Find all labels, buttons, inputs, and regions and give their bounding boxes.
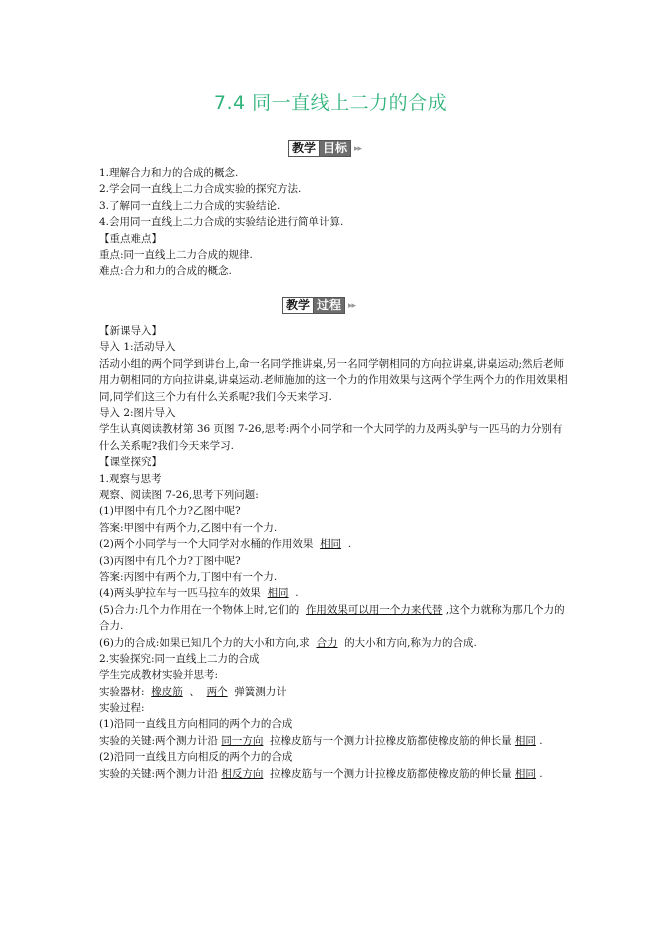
paragraph: 观察、阅读图 7-26,思考下列问题:	[99, 488, 259, 501]
key-points-header: 【重点难点】	[99, 232, 162, 245]
badge-part-b: 过程	[314, 297, 345, 314]
subheading: (1)沿同一直线且方向相同的两个力的合成	[99, 718, 293, 731]
paragraph: 实验过程:	[99, 702, 145, 715]
definition: (5)合力:几个力作用在一个物体上时,它们的 作用效果可以用一个力来代替 ,这个力就称为那几个力的合力.	[99, 603, 565, 633]
section-header: 【课堂探究】	[99, 456, 162, 469]
badge-part-a: 教学	[288, 140, 320, 157]
teaching-goals-badge	[288, 140, 361, 157]
fill-blank: 橡皮筋	[151, 685, 183, 698]
subheading: 导入 2:图片导入	[99, 407, 176, 419]
paragraph: 学生完成教材实验并思考:	[99, 669, 219, 682]
subheading: 导入 1:活动导入	[99, 341, 176, 354]
process-section	[99, 323, 569, 782]
goal-item: 3.了解同一直线上二力合成的实验结论.	[99, 199, 281, 212]
page-title: 7.4 同一直线上二力的合成	[213, 92, 448, 114]
answer: 答案:丙图中有两个力,丁图中有一个力.	[99, 570, 278, 583]
subheading: (2)沿同一直线且方向相反的两个力的合成	[99, 751, 293, 764]
paragraph: 学生认真阅读教材第 36 页图 7-26,思考:两个小同学和一个大同学的力及两头驴与一匹马的力分别有什么关系呢?我们今天来学习.	[99, 423, 563, 452]
fill-blank: 同一方向	[221, 734, 264, 747]
badge-part-a: 教学	[282, 297, 314, 314]
fill-blank: 两个	[206, 685, 228, 698]
fill-blank: 相同	[514, 767, 536, 780]
subheading: 2.实验探究:同一直线上二力的合成	[99, 652, 260, 665]
difficult-point: 难点:合力和力的合成的概念.	[99, 265, 232, 278]
goal-item: 2.学会同一直线上二力合成实验的探究方法.	[99, 183, 302, 196]
section-header: 【新课导入】	[99, 325, 162, 337]
question: (3)丙图中有几个力?丁图中呢?	[99, 554, 241, 567]
goal-item: 1.理解合力和力的合成的概念.	[99, 167, 239, 179]
question: (1)甲图中有几个力?乙图中呢?	[99, 505, 241, 518]
fill-blank: 相同	[514, 734, 536, 747]
double-arrow-icon: ▸▸	[348, 300, 356, 311]
definition: (6)力的合成:如果已知几个力的大小和方向,求 合力 的大小和方向,称为力的合成.	[99, 636, 477, 649]
goal-item: 4.会用同一直线上二力合成的实验结论进行简单计算.	[99, 216, 344, 229]
paragraph: 实验的关键:两个测力计沿 同一方向 拉橡皮筋与一个测力计拉橡皮筋都使橡皮筋的伸长量 相同 .	[99, 734, 543, 747]
fill-blank: 相同	[320, 538, 342, 551]
double-arrow-icon: ▸▸	[354, 143, 362, 154]
fill-blank: 作用效果可以用一个力来代替	[305, 603, 443, 616]
badge-part-b: 目标	[320, 140, 351, 157]
question: (2)两个小同学与一个大同学对水桶的作用效果 相同 .	[99, 538, 352, 551]
teaching-process-badge	[282, 297, 355, 314]
paragraph: 活动小组的两个同学到讲台上,命一名同学推讲桌,另一名同学朝相同的方向拉讲桌,讲桌运动;然后老师用力朝相同的方向拉讲桌,讲桌运动.老师施加的这一个力的作用效果与这两个学生两个力的作用效果相同,同学们这三个力有什么关系呢?我们今天来学习.	[99, 357, 568, 403]
answer: 答案:甲图中有两个力,乙图中有一个力.	[99, 521, 278, 534]
fill-blank: 相同	[267, 587, 289, 600]
paragraph: 实验的关键:两个测力计沿 相反方向 拉橡皮筋与一个测力计拉橡皮筋都使橡皮筋的伸长量 相同 .	[99, 767, 543, 780]
goals-section	[99, 165, 569, 280]
fill-blank: 合力	[316, 636, 338, 649]
fill-blank: 相反方向	[221, 767, 264, 780]
equipment-line: 实验器材: 橡皮筋 、 两个 弹簧测力计	[99, 685, 287, 698]
key-point: 重点:同一直线上二力合成的规律.	[99, 248, 253, 261]
question: (4)两头驴拉车与一匹马拉车的效果 相同 .	[99, 587, 299, 600]
subheading: 1.观察与思考	[99, 472, 162, 485]
